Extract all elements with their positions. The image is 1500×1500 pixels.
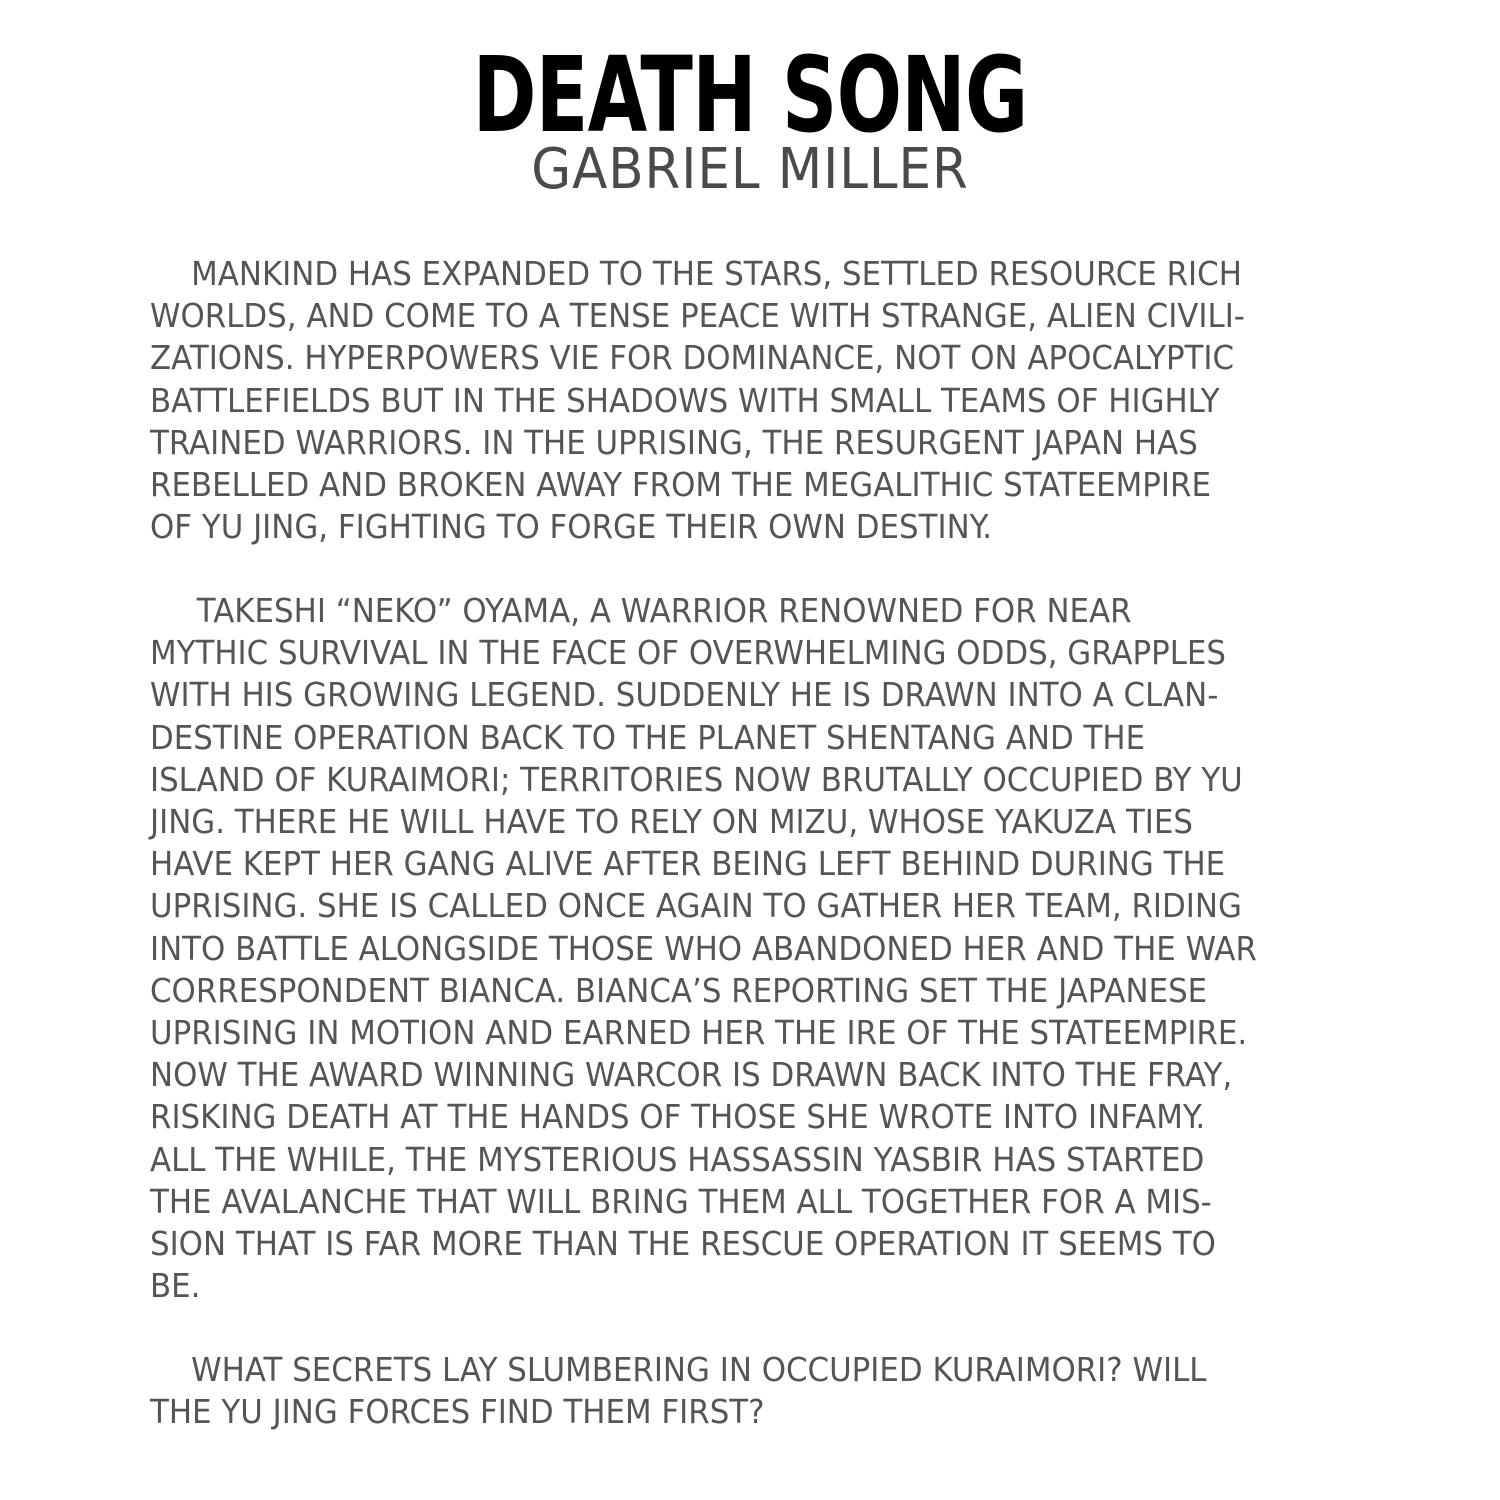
text-line: JING. THERE HE WILL HAVE TO RELY ON MIZU, WHOSE YAKUZA TIES	[150, 802, 1193, 842]
text-line: ZATIONS. HYPERPOWERS VIE FOR DOMINANCE, NOT ON APOCALYPTIC	[150, 338, 1235, 378]
text-line: TAKESHI “NEKO” OYAMA, A WARRIOR RENOWNED FOR NEAR	[196, 591, 1132, 630]
text-line: THE YU JING FORCES FIND THEM FIRST?	[150, 1392, 765, 1432]
text-line: BE.	[150, 1266, 201, 1306]
text-line: RISKING DEATH AT THE HANDS OF THOSE SHE WROTE INTO INFAMY.	[150, 1097, 1206, 1137]
text-line: NOW THE AWARD WINNING WARCOR IS DRAWN BACK INTO THE FRAY,	[150, 1055, 1233, 1095]
text-line: INTO BATTLE ALONGSIDE THOSE WHO ABANDONED HER AND THE WAR	[150, 928, 1257, 968]
text-line: UPRISING IN MOTION AND EARNED HER THE IRE OF THE STATEEMPIRE.	[150, 1013, 1248, 1053]
text-line: WITH HIS GROWING LEGEND. SUDDENLY HE IS DRAWN INTO A CLAN-	[150, 675, 1219, 715]
synopsis-paragraph-2	[150, 590, 1347, 1307]
book-title: DEATH SONG	[472, 34, 1028, 156]
synopsis-paragraph-1	[150, 253, 1347, 548]
text-line: UPRISING. SHE IS CALLED ONCE AGAIN TO GATHER HER TEAM, RIDING	[150, 886, 1242, 926]
text-line: ISLAND OF KURAIMORI; TERRITORIES NOW BRUTALLY OCCUPIED BY YU	[150, 759, 1243, 799]
text-line: TRAINED WARRIORS. IN THE UPRISING, THE RESURGENT JAPAN HAS	[150, 422, 1198, 462]
text-line: REBELLED AND BROKEN AWAY FROM THE MEGALITHIC STATEEMPIRE	[150, 465, 1211, 505]
text-line: DESTINE OPERATION BACK TO THE PLANET SHENTANG AND THE	[150, 717, 1146, 757]
text-line: MANKIND HAS EXPANDED TO THE STARS, SETTLED RESOURCE RICH	[191, 254, 1242, 293]
text-line: MYTHIC SURVIVAL IN THE FACE OF OVERWHELMING ODDS, GRAPPLES	[150, 633, 1226, 673]
synopsis-paragraph-3	[150, 1349, 1347, 1433]
text-line: WORLDS, AND COME TO A TENSE PEACE WITH STRANGE, ALIEN CIVILI-	[150, 296, 1245, 336]
author-name: GABRIEL MILLER	[531, 137, 969, 202]
text-line: THE AVALANCHE THAT WILL BRING THEM ALL TOGETHER FOR A MIS-	[150, 1181, 1212, 1221]
text-line: SION THAT IS FAR MORE THAN THE RESCUE OPERATION IT SEEMS TO	[150, 1224, 1216, 1264]
text-line: WHAT SECRETS LAY SLUMBERING IN OCCUPIED KURAIMORI? WILL	[191, 1350, 1207, 1389]
text-line: BATTLEFIELDS BUT IN THE SHADOWS WITH SMALL TEAMS OF HIGHLY	[150, 380, 1220, 420]
text-line: CORRESPONDENT BIANCA. BIANCA’S REPORTING SET THE JAPANESE	[150, 970, 1208, 1010]
text-line: HAVE KEPT HER GANG ALIVE AFTER BEING LEFT BEHIND DURING THE	[150, 844, 1226, 884]
text-line: ALL THE WHILE, THE MYSTERIOUS HASSASSIN YASBIR HAS STARTED	[150, 1139, 1205, 1179]
text-line: OF YU JING, FIGHTING TO FORGE THEIR OWN DESTINY.	[150, 507, 993, 547]
